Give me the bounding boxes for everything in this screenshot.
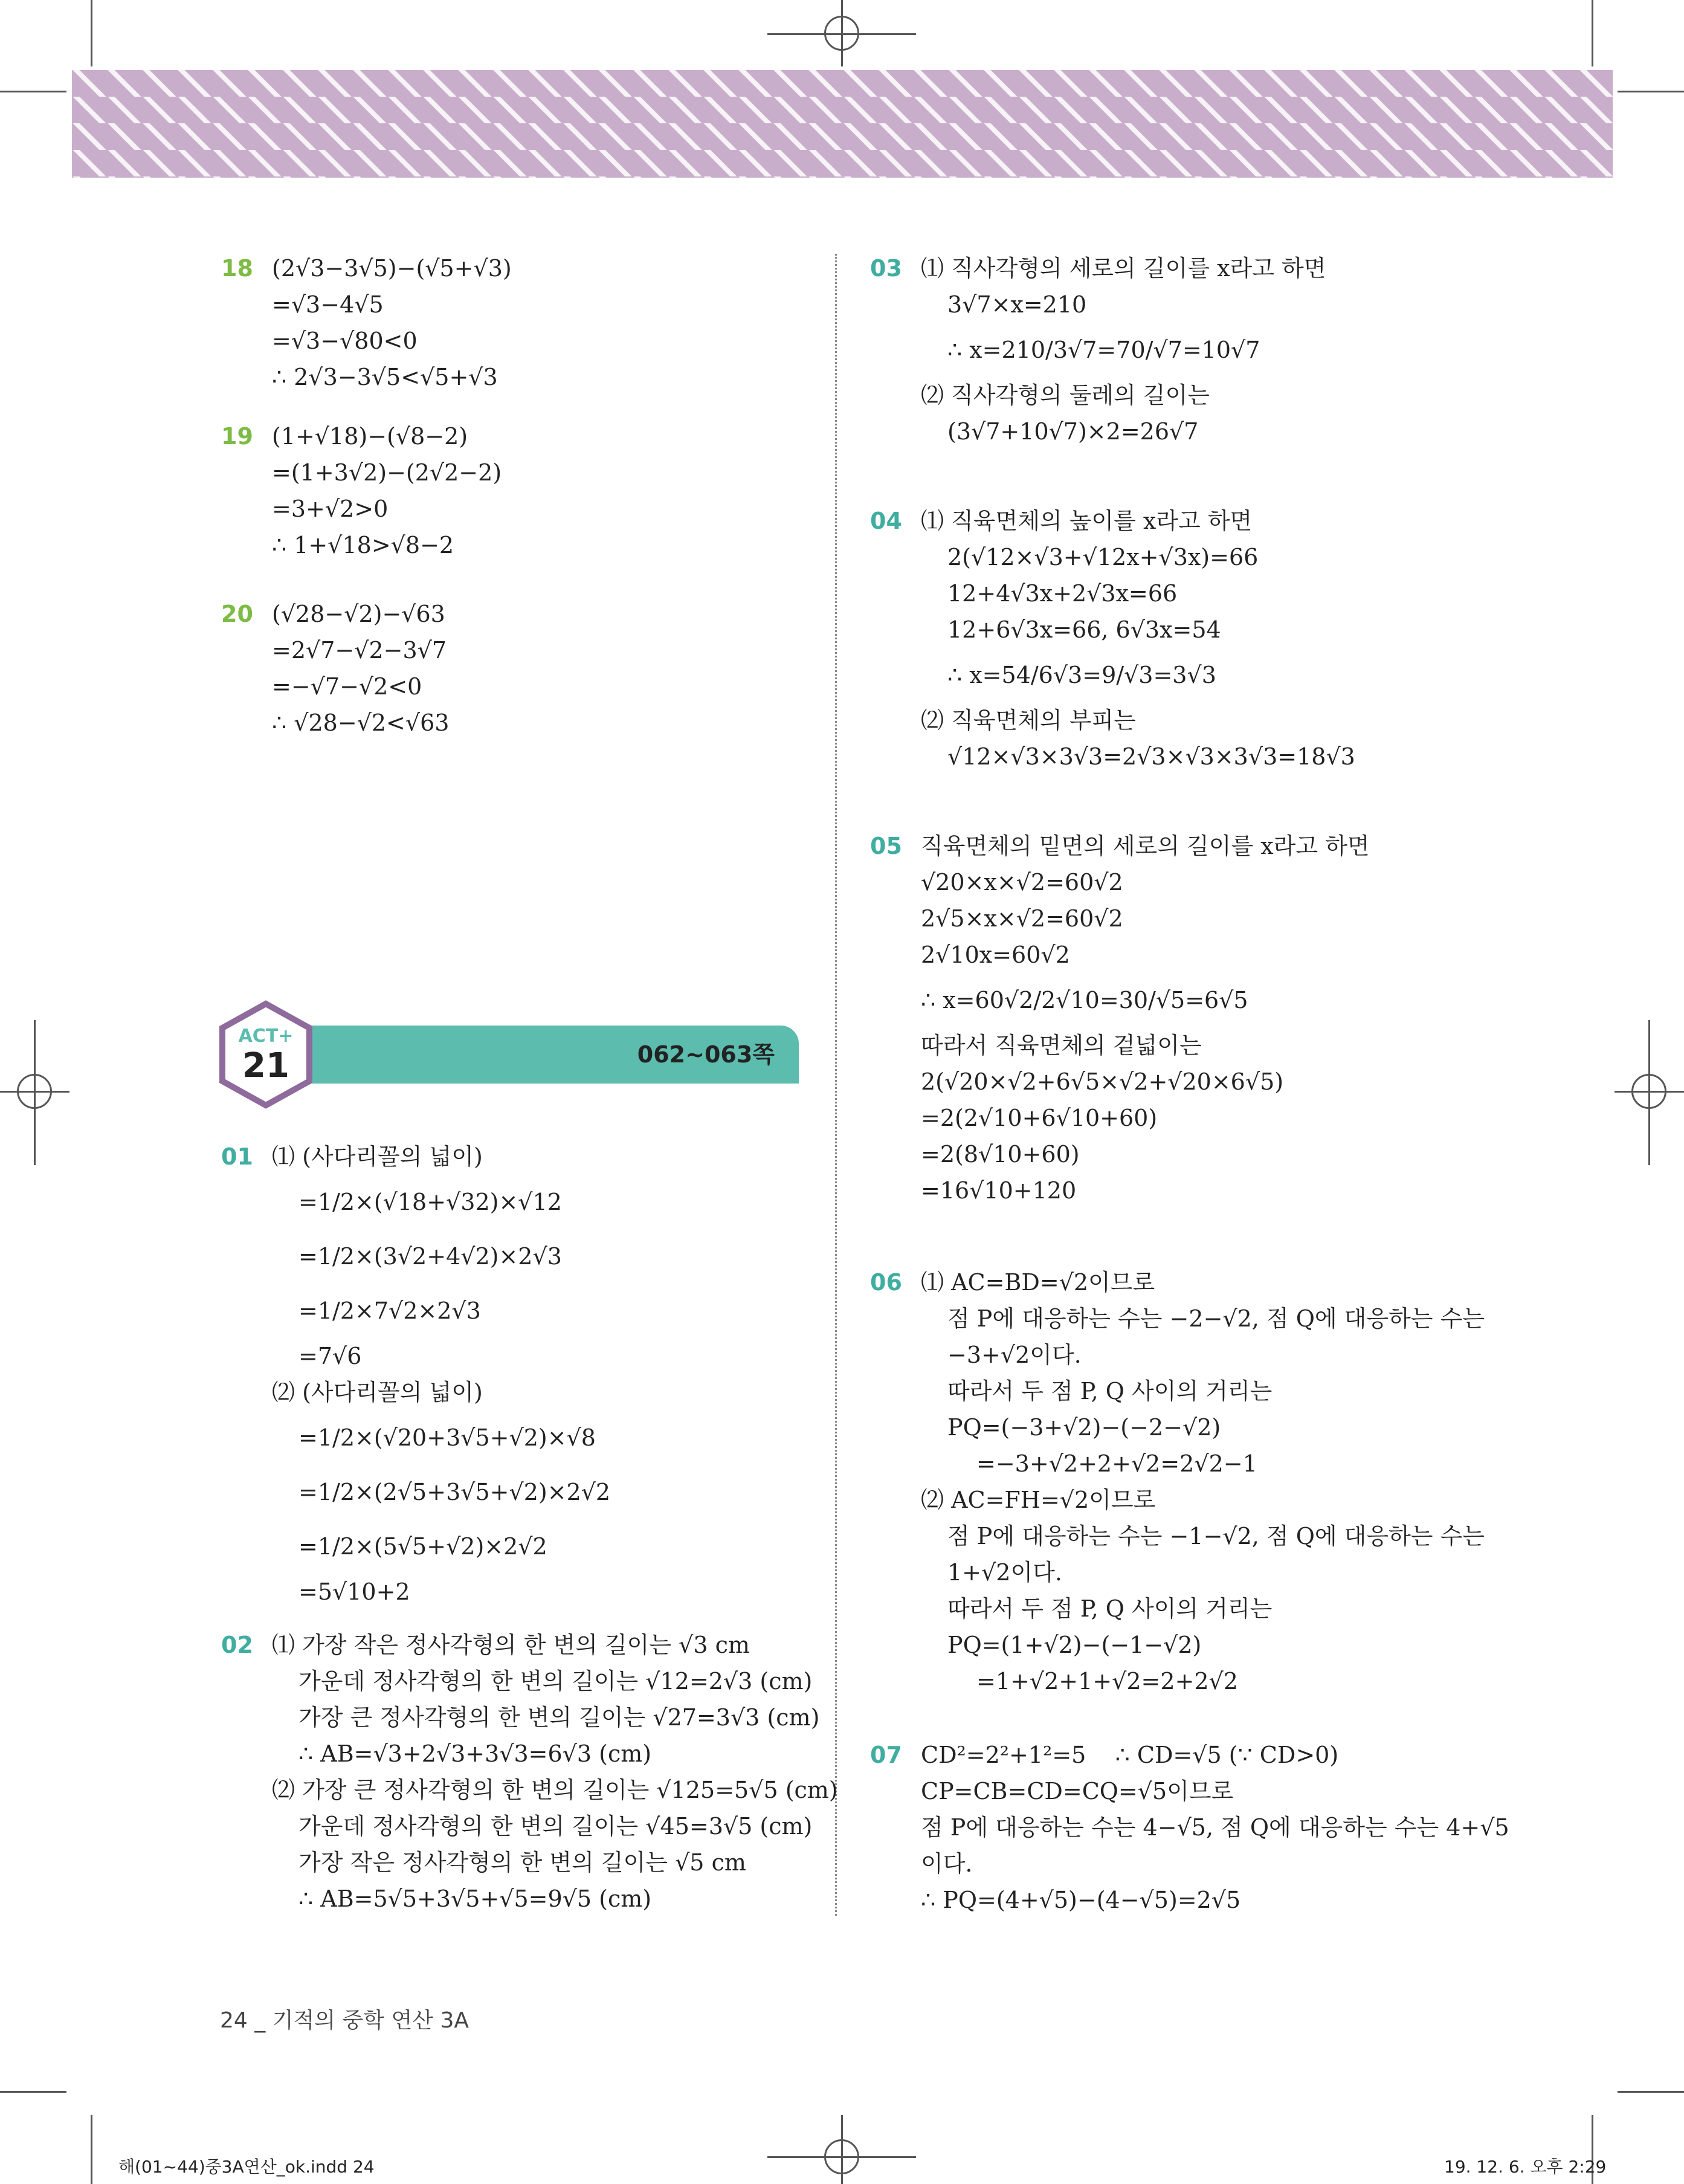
- equation-line: =16√10+120: [921, 1177, 1077, 1204]
- equation-line: √12×√3×3√3=2√3×√3×3√3=18√3: [947, 743, 1355, 770]
- equation-line: 가운데 정사각형의 한 변의 길이는 √12=2√3 (cm): [298, 1668, 813, 1695]
- file-name: 해(01~44)중3A연산_ok.indd 24: [118, 2157, 375, 2177]
- equation-line: =1/2×(√18+√32)×√12: [298, 1189, 562, 1215]
- equation-line: (3√7+10√7)×2=26√7: [947, 418, 1199, 445]
- equation-line: CP=CB=CD=CQ=√5이므로: [921, 1778, 1234, 1804]
- equation-line: =7√6: [298, 1343, 362, 1369]
- equation-line: 이다.: [921, 1850, 973, 1877]
- equation-line: ∴ AB=5√5+3√5+√5=9√5 (cm): [298, 1885, 652, 1912]
- crop-mark: [1592, 0, 1593, 66]
- equation-line: CD²=2²+1²=5 ∴ CD=√5 (∵ CD>0): [921, 1742, 1339, 1768]
- equation-line: 2√5×x×√2=60√2: [921, 905, 1123, 932]
- equation-line: =5√10+2: [298, 1578, 410, 1605]
- equation-line: =√3−4√5: [272, 291, 384, 318]
- equation-line: ∴ x=60√2/2√10=30/√5=6√5: [921, 987, 1248, 1013]
- equation-line: 점 P에 대응하는 수는 −1−√2, 점 Q에 대응하는 수는: [947, 1523, 1485, 1549]
- crop-mark: [841, 2115, 843, 2184]
- equation-line: ∴ √28−√2<√63: [272, 709, 450, 736]
- equation-line: PQ=(1+√2)−(−1−√2): [947, 1632, 1202, 1658]
- equation-line: 2(√12×√3+√12x+√3x)=66: [947, 544, 1259, 570]
- problem-20: [221, 596, 449, 741]
- equation-line: ∴ x=210/3√7=70/√7=10√7: [947, 337, 1260, 363]
- problem-07: [870, 1737, 1509, 1918]
- crop-mark: [91, 2115, 92, 2184]
- equation-line: =1/2×(√20+3√5+√2)×√8: [298, 1424, 596, 1451]
- equation-line: ⑵ 가장 큰 정사각형의 한 변의 길이는 √125=5√5 (cm): [272, 1777, 838, 1803]
- equation-line: ⑴ (사다리꼴의 넓이): [272, 1143, 483, 1170]
- problem-number: 02: [221, 1632, 253, 1658]
- problem-18: [221, 250, 512, 395]
- equation-line: ⑴ 직육면체의 높이를 x라고 하면: [921, 508, 1253, 534]
- crop-mark: [1618, 2091, 1684, 2093]
- problem-03: [870, 250, 1326, 450]
- print-date: 19. 12. 6. 오후 2:29: [1444, 2157, 1607, 2177]
- equation-line: ⑴ AC=BD=√2이므로: [921, 1269, 1155, 1296]
- equation-line: (2√3−3√5)−(√5+√3): [272, 255, 512, 282]
- equation-line: 12+6√3x=66, 6√3x=54: [947, 616, 1221, 643]
- equation-line: 점 P에 대응하는 수는 4−√5, 점 Q에 대응하는 수는 4+√5: [921, 1814, 1509, 1841]
- equation-line: 따라서 두 점 P, Q 사이의 거리는: [947, 1595, 1273, 1622]
- equation-line: =1+√2+1+√2=2+2√2: [976, 1668, 1238, 1695]
- problem-number: 01: [221, 1143, 253, 1170]
- equation-line: ⑵ 직사각형의 둘레의 길이는: [921, 382, 1210, 409]
- act-page-range: 062~063쪽: [637, 1041, 775, 1068]
- problem-04: [870, 503, 1355, 775]
- equation-line: =1/2×(2√5+3√5+√2)×2√2: [298, 1479, 611, 1505]
- equation-line: 가운데 정사각형의 한 변의 길이는 √45=3√5 (cm): [298, 1813, 813, 1840]
- equation-line: 직육면체의 밑면의 세로의 길이를 x라고 하면: [921, 833, 1370, 859]
- equation-line: =−3+√2+2+√2=2√2−1: [976, 1450, 1257, 1477]
- equation-line: 2√10x=60√2: [921, 942, 1070, 968]
- equation-line: ⑵ (사다리꼴의 넓이): [272, 1379, 483, 1406]
- problem-02: [221, 1627, 838, 1917]
- equation-line: 2(√20×√2+6√5×√2+√20×6√5): [921, 1068, 1284, 1095]
- equation-line: =(1+3√2)−(2√2−2): [272, 459, 502, 486]
- equation-line: 1+√2이다.: [947, 1559, 1062, 1586]
- equation-line: =2(2√10+6√10+60): [921, 1105, 1158, 1131]
- equation-line: 가장 큰 정사각형의 한 변의 길이는 √27=3√3 (cm): [298, 1704, 820, 1731]
- equation-line: ∴ 2√3−3√5<√5+√3: [272, 364, 498, 390]
- equation-line: 가장 작은 정사각형의 한 변의 길이는 √5 cm: [298, 1849, 746, 1876]
- equation-line: ⑴ 직사각형의 세로의 길이를 x라고 하면: [921, 255, 1326, 282]
- problem-number: 19: [221, 423, 253, 450]
- equation-line: 따라서 두 점 P, Q 사이의 거리는: [947, 1378, 1273, 1404]
- problem-01: [221, 1139, 610, 1610]
- equation-line: =2(8√10+60): [921, 1141, 1080, 1168]
- equation-line: √20×x×√2=60√2: [921, 869, 1123, 896]
- equation-line: ∴ x=54/6√3=9/√3=3√3: [947, 662, 1216, 688]
- equation-line: 따라서 직육면체의 겉넓이는: [921, 1032, 1202, 1059]
- equation-line: =1/2×7√2×2√3: [298, 1297, 481, 1324]
- problem-05: [870, 828, 1370, 1209]
- equation-line: PQ=(−3+√2)−(−2−√2): [947, 1414, 1221, 1441]
- page-footer: 24 _ 기적의 중학 연산 3A: [220, 2008, 469, 2033]
- crop-mark: [841, 0, 843, 66]
- problem-number: 03: [870, 255, 902, 282]
- problem-number: 07: [870, 1742, 902, 1768]
- crop-mark: [34, 1020, 36, 1165]
- equation-line: 점 P에 대응하는 수는 −2−√2, 점 Q에 대응하는 수는: [947, 1305, 1485, 1332]
- equation-line: ∴ 1+√18>√8−2: [272, 532, 454, 558]
- problem-number: 06: [870, 1269, 902, 1296]
- equation-line: ⑵ AC=FH=√2이므로: [921, 1487, 1156, 1513]
- crop-mark: [0, 2091, 66, 2093]
- equation-line: 12+4√3x+2√3x=66: [947, 580, 1178, 607]
- equation-line: =−√7−√2<0: [272, 673, 422, 700]
- problem-number: 20: [221, 601, 253, 627]
- equation-line: (1+√18)−(√8−2): [272, 423, 468, 450]
- equation-line: (√28−√2)−√63: [272, 601, 445, 627]
- equation-line: ∴ AB=√3+2√3+3√3=6√3 (cm): [298, 1740, 652, 1767]
- equation-line: =1/2×(5√5+√2)×2√2: [298, 1533, 547, 1560]
- crop-mark: [1618, 91, 1684, 92]
- crop-mark: [91, 0, 92, 66]
- equation-line: ⑵ 직육면체의 부피는: [921, 707, 1136, 734]
- equation-line: ∴ PQ=(4+√5)−(4−√5)=2√5: [921, 1887, 1241, 1913]
- equation-line: =2√7−√2−3√7: [272, 637, 447, 664]
- equation-line: ⑴ 가장 작은 정사각형의 한 변의 길이는 √3 cm: [272, 1632, 750, 1658]
- crop-mark: [1648, 1020, 1650, 1165]
- act-header-bar: [284, 1026, 799, 1084]
- problem-number: 04: [870, 508, 902, 534]
- act-label-number: 21: [242, 1046, 289, 1085]
- header-band: [72, 70, 1613, 178]
- problem-06: [870, 1264, 1485, 1699]
- problem-number: 05: [870, 833, 902, 859]
- act-badge: [218, 1000, 314, 1109]
- equation-line: =√3−√80<0: [272, 328, 418, 354]
- problem-19: [221, 418, 502, 563]
- crop-mark: [0, 91, 66, 92]
- act-label-top: ACT+: [238, 1026, 294, 1047]
- equation-line: =1/2×(3√2+4√2)×2√3: [298, 1243, 562, 1270]
- equation-line: =3+√2>0: [272, 496, 389, 522]
- equation-line: −3+√2이다.: [947, 1342, 1082, 1368]
- problem-number: 18: [221, 255, 253, 282]
- equation-line: 3√7×x=210: [947, 291, 1087, 318]
